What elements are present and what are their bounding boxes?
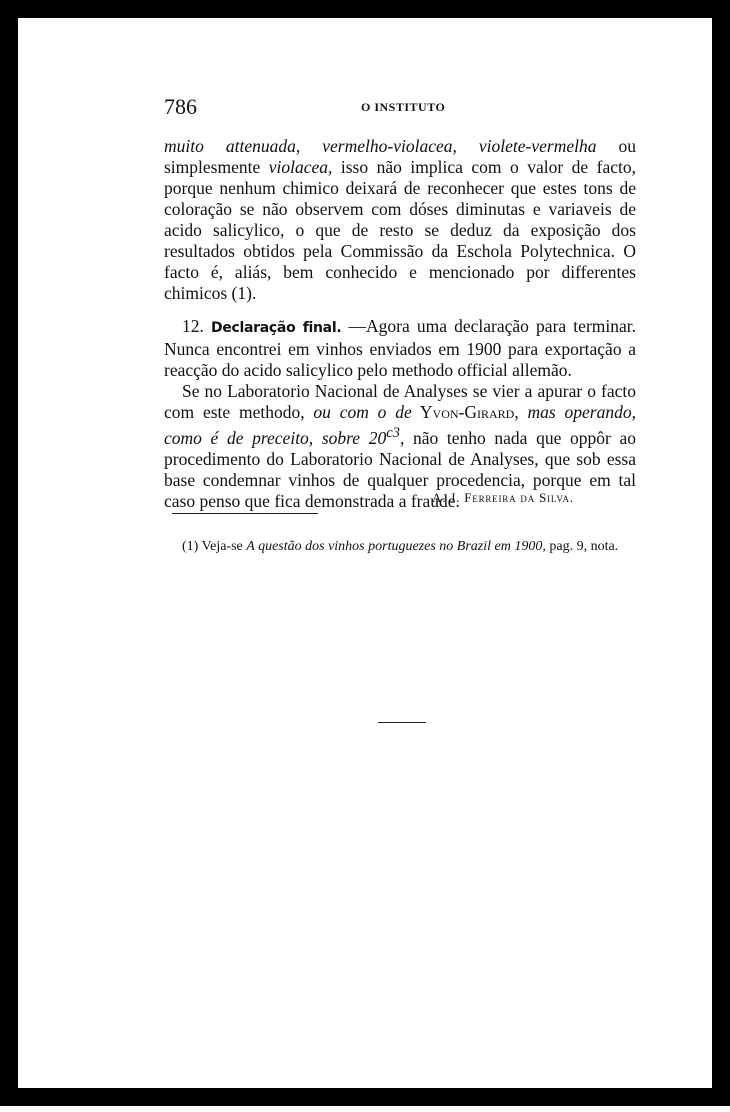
italic-text: mas operando, como é de preceito, sobre 20 (164, 402, 636, 448)
end-rule (378, 722, 426, 723)
text-run: pag. 9, nota. (545, 539, 619, 554)
page-header (164, 94, 644, 122)
body-text (164, 136, 636, 512)
text-run: —Agora uma declaração para terminar. Nunca encontrei em vinhos enviados em 1900 para exportação a reacção do acido salicylico pelo methodo official allemão. (164, 316, 636, 380)
text-run: ou simplesmente (164, 136, 636, 177)
paragraph-2 (164, 316, 636, 381)
italic-text: violacea, (268, 157, 333, 177)
book-page (6, 6, 724, 1100)
footnote-divider (172, 513, 318, 514)
text-run: , não tenho nada que oppôr ao procedimento do Laboratorio Nacional de Analyses, que sob essa base condemnar vinhos de qualquer procedencia, porque em tal caso penso que fica demonstrada a fraude. (164, 427, 636, 511)
italic-text: ou com o de (313, 402, 412, 422)
superscript: c3 (386, 425, 400, 441)
italic-text: A questão dos vinhos portuguezes no Brazil em 1900, (246, 539, 546, 554)
text-run: Se no Laboratorio Nacional de Analyses se vier a apurar o facto com este methodo, (164, 381, 636, 422)
text-run: (1) Veja-se (182, 539, 247, 554)
text-run: isso não implica com o valor de facto, porque nenhum chimico deixará de reconhecer que estes tons de coloração se não observem com dóses diminutas e variaveis de acido salicylico, o que de resto se deduz da exposição dos resultados obtidos pela Commissão da Eschola Polytechnica. O facto é, aliás, bem conhecido e mencionado por differentes chimicos (1). (164, 157, 637, 303)
author-name: Yvon-Girard, (411, 402, 528, 422)
section-number: 12. (182, 316, 204, 336)
italic-text: muito attenuada, vermelho-violacea, violete-vermelha (164, 136, 597, 156)
paragraph-1 (164, 136, 636, 304)
section-heading: Declaração final. (211, 320, 342, 336)
footnote (164, 538, 636, 556)
running-head: O INSTITUTO (361, 100, 446, 114)
page-number: 786 (164, 94, 197, 119)
signature: A. J. Ferreira da Silva. (432, 490, 574, 505)
